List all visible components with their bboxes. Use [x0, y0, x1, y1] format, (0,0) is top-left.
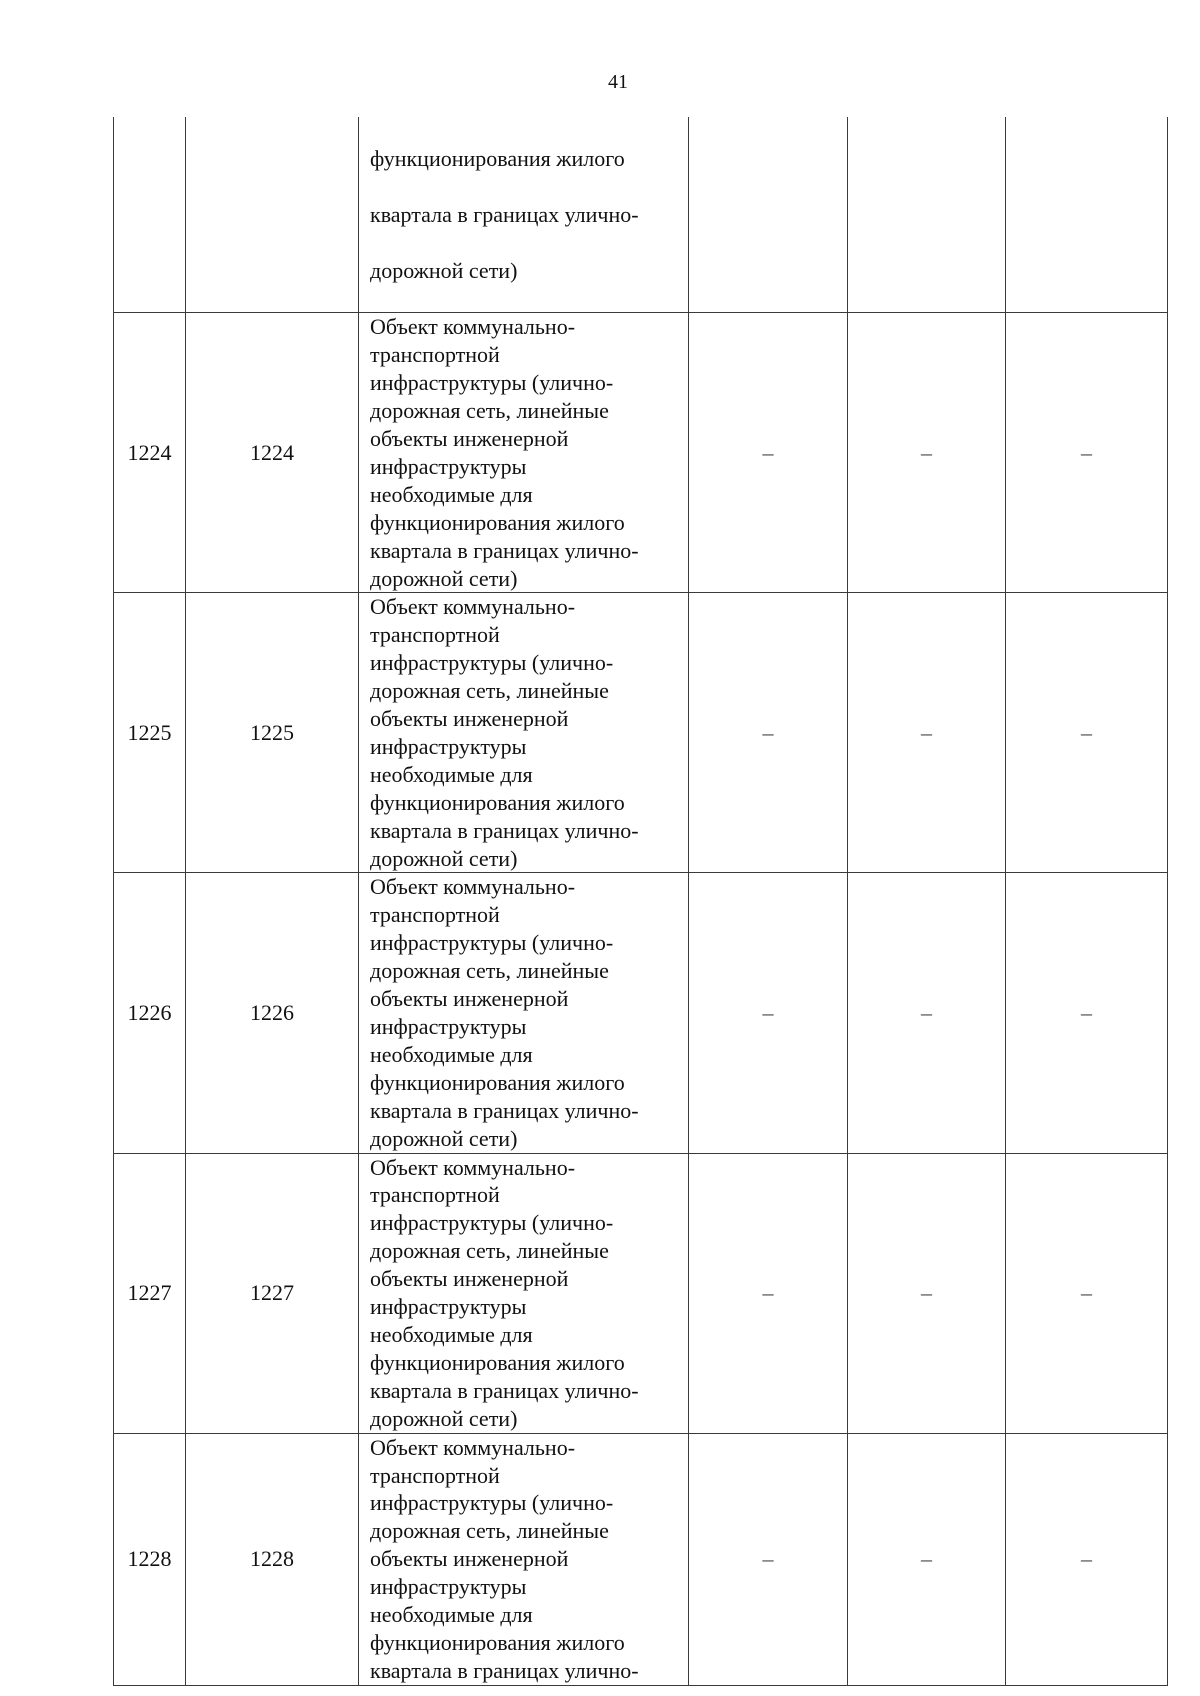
description-line: дорожной сети)	[370, 1405, 518, 1431]
description-cell	[359, 1433, 689, 1685]
value-cell-6	[1006, 117, 1168, 313]
value-cell-5: –	[848, 1153, 1006, 1433]
description-line: Объект коммунально-	[370, 1434, 576, 1460]
description-cell	[359, 117, 689, 313]
description-line: объекты инженерной	[370, 1546, 569, 1572]
description-line: функционирования жилого	[370, 509, 625, 535]
description-line: функционирования жилого	[370, 1629, 625, 1655]
description-line: дорожная сеть, линейные	[370, 678, 609, 704]
description-cell	[359, 873, 689, 1153]
value-cell-4: –	[689, 313, 848, 593]
description-line: объекты инженерной	[370, 706, 569, 732]
description-line: квартала в границах улично-	[370, 817, 639, 843]
object-number-cell: 1225	[186, 593, 359, 873]
description-line: инфраструктуры	[370, 1574, 527, 1600]
description-line: функционирования жилого	[370, 145, 625, 171]
description-line: необходимые для	[370, 761, 533, 787]
description-line: функционирования жилого	[370, 1349, 625, 1375]
description-line: инфраструктуры	[370, 1014, 527, 1039]
description-line: инфраструктуры (улично-	[370, 1210, 614, 1236]
row-number-cell: 1227	[114, 1153, 186, 1433]
description-line: квартала в границах улично-	[370, 201, 639, 227]
description-line: функционирования жилого	[370, 789, 625, 815]
row-number-cell: 1228	[114, 1433, 186, 1685]
page-number: 41	[608, 71, 628, 93]
description-line: Объект коммунально-	[370, 314, 576, 340]
description-line: транспортной	[370, 902, 500, 928]
description-line: дорожная сеть, линейные	[370, 958, 609, 984]
description-line: транспортной	[370, 1462, 500, 1488]
row-number-cell: 1226	[114, 873, 186, 1153]
row-number-cell	[114, 117, 186, 313]
description-line: инфраструктуры (улично-	[370, 1490, 614, 1516]
description-line: транспортной	[370, 1182, 500, 1208]
description-line: объекты инженерной	[370, 986, 569, 1012]
description-line: необходимые для	[370, 1602, 533, 1628]
object-number-cell: 1228	[186, 1433, 359, 1685]
row-number-cell: 1224	[114, 313, 186, 593]
value-cell-4: –	[689, 593, 848, 873]
description-line: квартала в границах улично-	[370, 1377, 639, 1403]
description-line: Объект коммунально-	[370, 1154, 576, 1180]
description-line: инфраструктуры (улично-	[370, 650, 614, 676]
table-row-continuation	[114, 117, 1168, 313]
object-number-cell: 1227	[186, 1153, 359, 1433]
value-cell-6: –	[1006, 1153, 1168, 1433]
description-line: дорожной сети)	[370, 845, 518, 871]
description-cell	[359, 1153, 689, 1433]
description-line: необходимые для	[370, 1041, 533, 1067]
value-cell-5: –	[848, 873, 1006, 1153]
value-cell-5	[848, 117, 1006, 313]
object-number-cell: 1224	[186, 313, 359, 593]
description-cell	[359, 313, 689, 593]
value-cell-6: –	[1006, 313, 1168, 593]
description-line: дорожная сеть, линейные	[370, 1518, 609, 1544]
value-cell-6: –	[1006, 873, 1168, 1153]
object-number-cell	[186, 117, 359, 313]
value-cell-4: –	[689, 1433, 848, 1685]
description-line: Объект коммунально-	[370, 594, 576, 620]
description-line: инфраструктуры	[370, 1294, 527, 1320]
value-cell-4	[689, 117, 848, 313]
description-line: инфраструктуры	[370, 453, 527, 479]
description-line: дорожной сети)	[370, 1125, 518, 1151]
value-cell-4: –	[689, 1153, 848, 1433]
table-row	[114, 313, 1168, 593]
table-row	[114, 873, 1168, 1153]
value-cell-5: –	[848, 1433, 1006, 1685]
table-row	[114, 1153, 1168, 1433]
value-cell-6: –	[1006, 1433, 1168, 1685]
description-line: Объект коммунально-	[370, 874, 576, 900]
description-line: необходимые для	[370, 481, 533, 507]
description-line: транспортной	[370, 622, 500, 648]
table-body	[114, 117, 1168, 1685]
description-line: дорожная сеть, линейные	[370, 1238, 609, 1264]
description-cell	[359, 593, 689, 873]
description-line: квартала в границах улично-	[370, 537, 639, 563]
description-line: квартала в границах улично-	[370, 1097, 639, 1123]
document-table	[113, 117, 1168, 1686]
description-line: инфраструктуры (улично-	[370, 370, 614, 396]
description-line: объекты инженерной	[370, 425, 569, 451]
value-cell-5: –	[848, 313, 1006, 593]
description-line: объекты инженерной	[370, 1266, 569, 1292]
table-row	[114, 1433, 1168, 1685]
description-line: дорожной сети)	[370, 565, 518, 591]
value-cell-6: –	[1006, 593, 1168, 873]
row-number-cell: 1225	[114, 593, 186, 873]
value-cell-5: –	[848, 593, 1006, 873]
description-line: инфраструктуры	[370, 733, 527, 759]
value-cell-4: –	[689, 873, 848, 1153]
object-number-cell: 1226	[186, 873, 359, 1153]
description-line: дорожной сети)	[370, 257, 518, 283]
description-line: транспортной	[370, 342, 500, 368]
description-line: дорожная сеть, линейные	[370, 398, 609, 424]
description-line: инфраструктуры (улично-	[370, 930, 614, 956]
table-row	[114, 593, 1168, 873]
description-line: квартала в границах улично-	[370, 1657, 639, 1683]
description-line: необходимые для	[370, 1321, 533, 1347]
description-line: функционирования жилого	[370, 1069, 625, 1095]
